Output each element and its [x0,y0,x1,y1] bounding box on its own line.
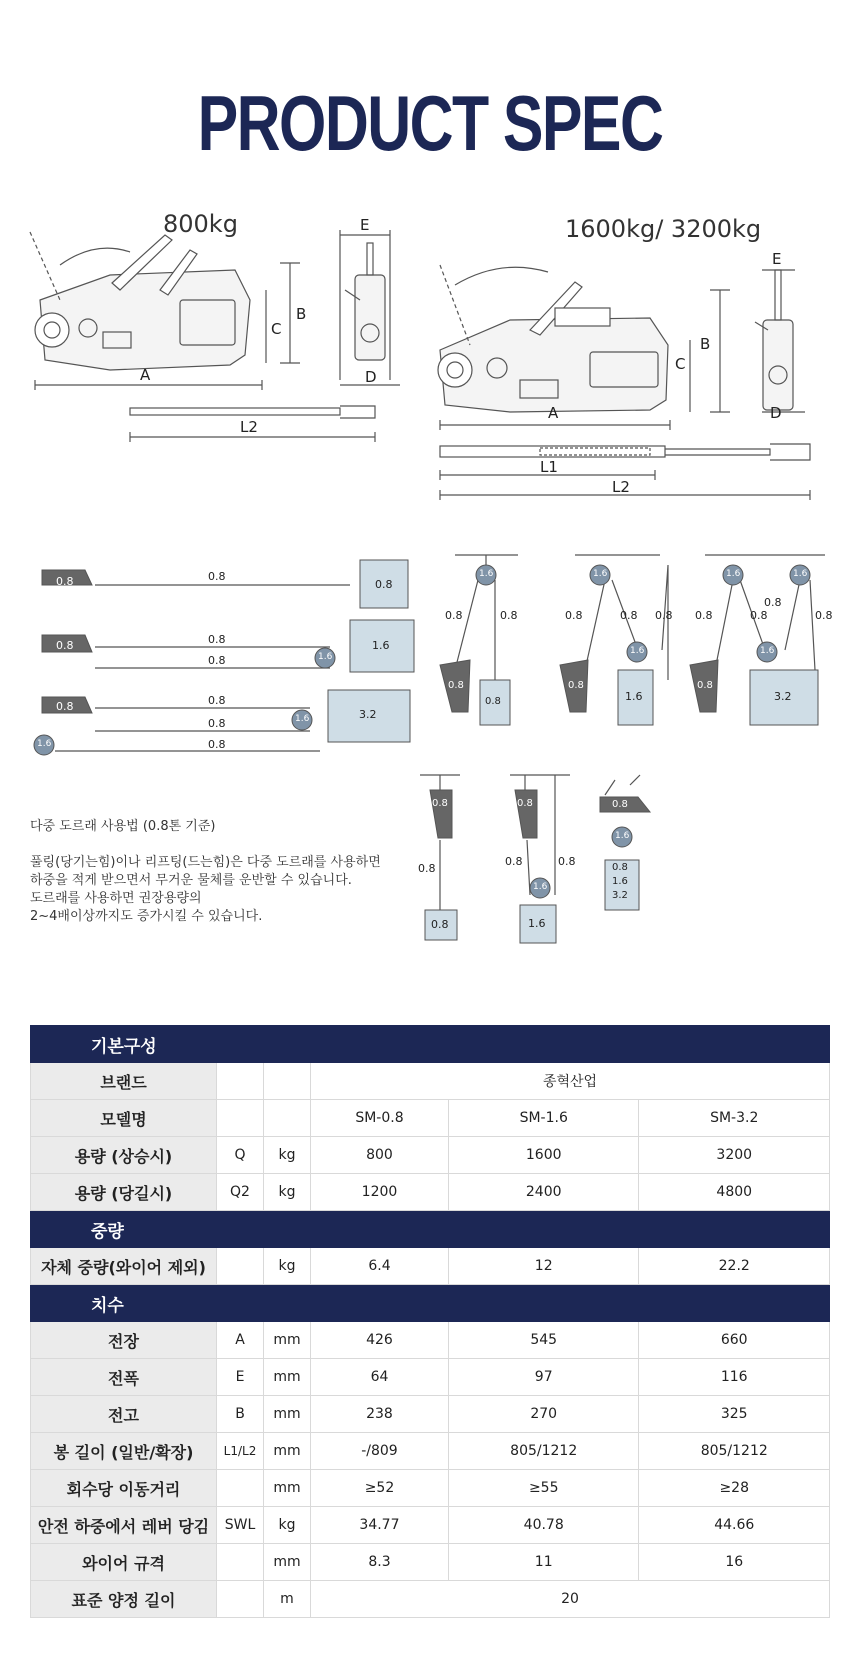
rig5-pulley-top: 1.6 [593,569,608,579]
row-label: 와이어 규격 [31,1544,217,1581]
rig3-rope-c: 0.8 [208,738,226,751]
rig5-pulley-low: 1.6 [630,646,645,656]
rig8-rope-a: 0.8 [505,855,523,868]
rig6-load: 3.2 [774,690,792,703]
unit: mm [264,1322,311,1359]
dim-label-a-left: A [140,366,151,384]
rig5-rope-b: 0.8 [620,609,638,622]
unit: mm [264,1470,311,1507]
cell: 97 [448,1359,639,1396]
rig3-pulley-a: 1.6 [295,714,310,724]
dim-label-d-right: D [770,404,782,422]
cell: 238 [311,1396,449,1433]
cell: 16 [639,1544,830,1581]
symbol: B [217,1396,264,1433]
cell: 805/1212 [639,1433,830,1470]
dim-label-a-right: A [548,404,559,422]
table-row [31,1248,830,1285]
cell: 12 [448,1248,639,1285]
cell: 545 [448,1322,639,1359]
rig8-head: 0.8 [517,798,533,809]
rig6-pulley-c: 1.6 [760,646,775,656]
cell: SM-0.8 [311,1100,449,1137]
dim-label-e-right: E [772,250,782,268]
section-title: 기본구성 [31,1026,830,1063]
dim-label-e-left: E [360,216,370,234]
table-row [31,1544,830,1581]
usage-line-3: 도르래를 사용하면 권장용량의 [30,891,202,906]
cell: 325 [639,1396,830,1433]
unit: m [264,1581,311,1618]
row-label: 봉 길이 (일반/확장) [31,1433,217,1470]
table-row [31,1063,830,1100]
usage-heading: 다중 도르래 사용법 (0.8톤 기준) [30,819,216,834]
unit: kg [264,1507,311,1544]
legend-pulley: 1.6 [615,831,630,841]
cell: SM-1.6 [448,1100,639,1137]
rig7-load: 0.8 [431,918,449,931]
row-label: 용량 (당길시) [31,1174,217,1211]
legend-load-16: 1.6 [612,876,628,887]
legend-load-32: 3.2 [612,890,628,901]
pulley-usage-text [30,818,381,926]
spec-table [30,1025,830,1618]
rig6-rope-c: 0.8 [764,596,782,609]
rig3-pulley-b: 1.6 [37,739,52,749]
rig4-head: 0.8 [448,680,464,691]
dim-label-l2-left: L2 [240,418,258,436]
cell: 4800 [639,1174,830,1211]
caption-1600-3200kg: 1600kg/ 3200kg [565,215,762,243]
cell: 44.66 [639,1507,830,1544]
symbol [217,1544,264,1581]
symbol: A [217,1322,264,1359]
table-row [31,1137,830,1174]
rig4-load: 0.8 [485,696,501,707]
cell: 2400 [448,1174,639,1211]
rig5-load: 1.6 [625,690,643,703]
symbol: Q [217,1137,264,1174]
symbol: L1/L2 [217,1433,264,1470]
dim-label-l2-right: L2 [612,478,630,496]
caption-800kg: 800kg [163,210,238,238]
symbol [217,1248,264,1285]
legend-head: 0.8 [612,799,628,810]
dim-label-c-right: C [675,355,686,373]
cell: 805/1212 [448,1433,639,1470]
table-row [31,1470,830,1507]
rig3-head: 0.8 [56,700,74,713]
cell: 34.77 [311,1507,449,1544]
row-label: 용량 (상승시) [31,1137,217,1174]
cell: 40.78 [448,1507,639,1544]
section-title: 치수 [31,1285,830,1322]
table-row [31,1359,830,1396]
cell: ≥55 [448,1470,639,1507]
cell: 3200 [639,1137,830,1174]
rig6-rope-a: 0.8 [695,609,713,622]
cell: 116 [639,1359,830,1396]
dim-label-c-left: C [271,320,282,338]
symbol: SWL [217,1507,264,1544]
rig2-rope-a: 0.8 [208,633,226,646]
unit: mm [264,1544,311,1581]
row-label: 회수당 이동거리 [31,1470,217,1507]
rig1-head: 0.8 [56,575,74,588]
cell: 800 [311,1137,449,1174]
rig7-rope: 0.8 [418,862,436,875]
table-row [31,1322,830,1359]
unit: kg [264,1248,311,1285]
rig4-rope-a: 0.8 [445,609,463,622]
section-header-weight [31,1211,830,1248]
table-row [31,1433,830,1470]
rig5-head: 0.8 [568,680,584,691]
rig2-pulley: 1.6 [318,652,333,662]
rig6-rope-b: 0.8 [750,609,768,622]
cell: ≥52 [311,1470,449,1507]
rig5-rope-c: 0.8 [655,609,673,622]
section-header-dimension [31,1285,830,1322]
table-row [31,1396,830,1433]
rig4-pulley: 1.6 [479,569,494,579]
row-label: 자체 중량(와이어 제외) [31,1248,217,1285]
rig2-head: 0.8 [56,639,74,652]
cell: 8.3 [311,1544,449,1581]
row-label: 브랜드 [31,1063,217,1100]
row-label: 모델명 [31,1100,217,1137]
rig6-pulley-a: 1.6 [726,569,741,579]
rig6-head: 0.8 [697,680,713,691]
cell: 20 [311,1581,830,1618]
cell: 1600 [448,1137,639,1174]
rig7-head: 0.8 [432,798,448,809]
unit: kg [264,1137,311,1174]
table-row [31,1100,830,1137]
brand-value: 종혁산업 [311,1063,830,1100]
dim-label-b-right: B [700,335,711,353]
cell: -/809 [311,1433,449,1470]
page-title: PRODUCT SPEC [197,79,663,167]
unit: mm [264,1396,311,1433]
symbol [217,1470,264,1507]
rig4-rope-b: 0.8 [500,609,518,622]
cell: 660 [639,1322,830,1359]
rig1-load: 0.8 [375,578,393,591]
rig3-load: 3.2 [359,708,377,721]
unit: kg [264,1174,311,1211]
dim-label-b-left: B [296,305,307,323]
cell: 270 [448,1396,639,1433]
table-row [31,1174,830,1211]
usage-line-1: 풀링(당기는힘)이나 리프팅(드는힘)은 다중 도르래를 사용하면 [30,855,381,870]
unit: mm [264,1433,311,1470]
rig8-rope-b: 0.8 [558,855,576,868]
rig2-rope-b: 0.8 [208,654,226,667]
rig6-pulley-b: 1.6 [793,569,808,579]
cell: 1200 [311,1174,449,1211]
rig2-load: 1.6 [372,639,390,652]
row-label: 전장 [31,1322,217,1359]
legend-load-08: 0.8 [612,862,628,873]
unit: mm [264,1359,311,1396]
cell: 11 [448,1544,639,1581]
rig1-rope: 0.8 [208,570,226,583]
table-row [31,1581,830,1618]
rig5-rope-a: 0.8 [565,609,583,622]
rig8-pulley: 1.6 [533,882,548,892]
cell: 6.4 [311,1248,449,1285]
cell: SM-3.2 [639,1100,830,1137]
rig8-load: 1.6 [528,917,546,930]
section-title: 중량 [31,1211,830,1248]
cell: 22.2 [639,1248,830,1285]
usage-line-4: 2~4배이상까지도 증가시킬 수 있습니다. [30,909,263,924]
cell: 426 [311,1322,449,1359]
table-row [31,1507,830,1544]
section-header-basic [31,1026,830,1063]
symbol: E [217,1359,264,1396]
row-label: 안전 하중에서 레버 당김 [31,1507,217,1544]
dim-label-d-left: D [365,368,377,386]
rig3-rope-a: 0.8 [208,694,226,707]
symbol: Q2 [217,1174,264,1211]
cell: ≥28 [639,1470,830,1507]
row-label: 표준 양정 길이 [31,1581,217,1618]
rig3-rope-b: 0.8 [208,717,226,730]
dim-label-l1-right: L1 [540,458,558,476]
row-label: 전폭 [31,1359,217,1396]
row-label: 전고 [31,1396,217,1433]
usage-line-2: 하중을 적게 받으면서 무거운 물체를 운반할 수 있습니다. [30,873,352,888]
rig6-rope-d: 0.8 [815,609,833,622]
cell: 64 [311,1359,449,1396]
